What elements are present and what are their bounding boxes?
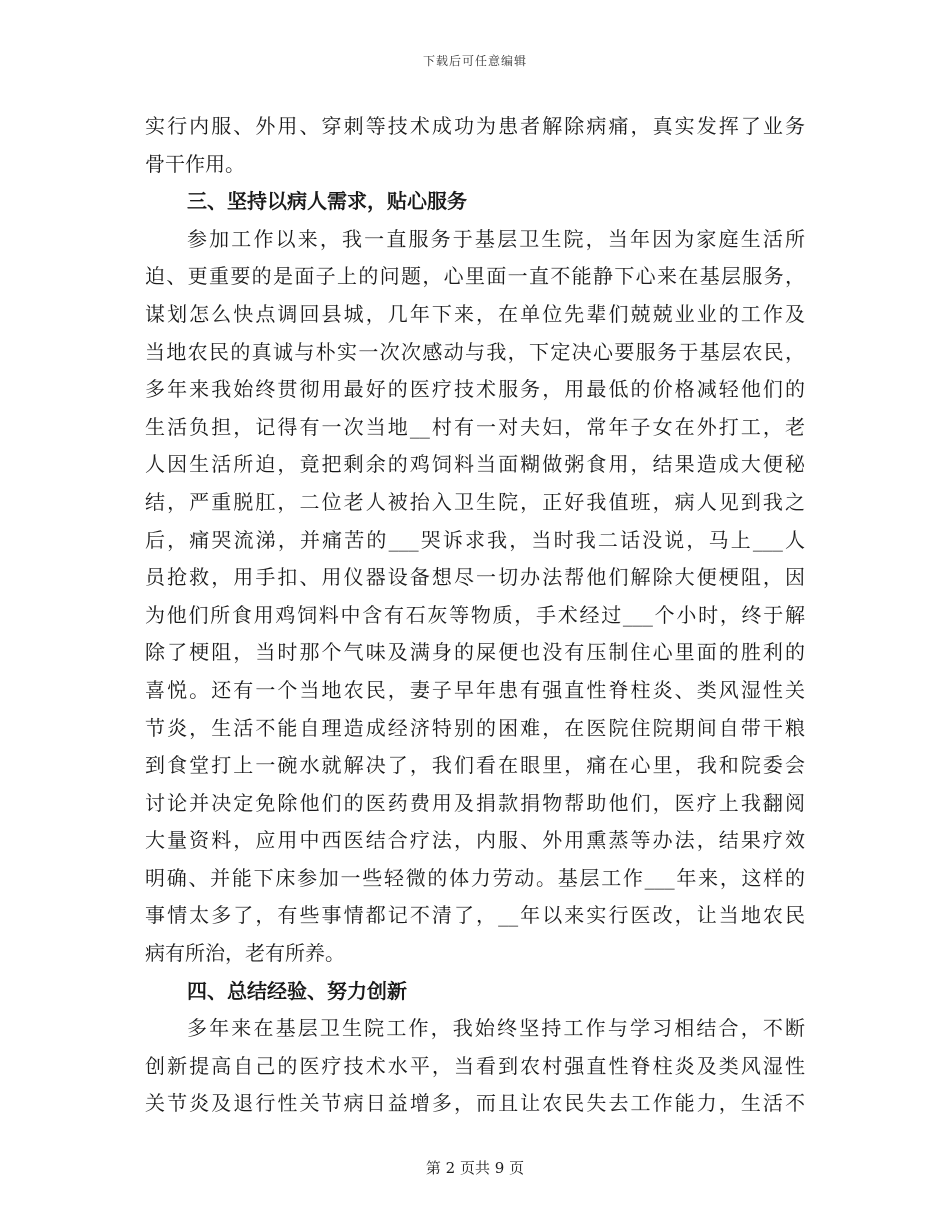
body-line: 大量资料，应用中西医结合疗法，内服、外用熏蒸等办法，结果疗效 xyxy=(145,828,805,853)
document-body xyxy=(145,108,805,1123)
body-line: 迫、更重要的是面子上的问题，心里面一直不能静下心来在基层服务， xyxy=(145,264,805,289)
body-line: 多年来在基层卫生院工作，我始终坚持工作与学习相结合，不断 xyxy=(187,1016,805,1041)
body-line: 为他们所食用鸡饲料中含有石灰等物质，手术经过___个小时，终于解 xyxy=(145,602,805,627)
section-heading-3: 三、坚持以病人需求，贴心服务 xyxy=(187,189,467,214)
page-header: 下载后可任意编辑 xyxy=(422,54,527,68)
body-line: 多年来我始终贯彻用最好的医疗技术服务，用最低的价格减轻他们的 xyxy=(145,377,805,402)
body-line: 当地农民的真诚与朴实一次次感动与我，下定决心要服务于基层农民， xyxy=(145,339,805,364)
body-line: 喜悦。还有一个当地农民，妻子早年患有强直性脊柱炎、类风湿性关 xyxy=(145,677,805,702)
body-line: 后，痛哭流涕，并痛苦的___哭诉求我，当时我二话没说，马上___人 xyxy=(145,527,805,552)
body-line: 病有所治，老有所养。 xyxy=(145,941,345,966)
body-line: 明确、并能下床参加一些轻微的体力劳动。基层工作___年来，这样的 xyxy=(145,865,805,890)
body-line: 创新提高自己的医疗技术水平，当看到农村强直性脊柱炎及类风湿性 xyxy=(145,1053,805,1078)
page-number: 第 2 页共 9 页 xyxy=(425,1159,525,1177)
body-line: 节炎，生活不能自理造成经济特别的困难，在医院住院期间自带干粮 xyxy=(145,715,805,740)
body-line: 员抢救，用手扣、用仪器设备想尽一切办法帮他们解除大便梗阻，因 xyxy=(145,565,805,590)
body-line: 讨论并决定免除他们的医药费用及捐款捐物帮助他们，医疗上我翻阅 xyxy=(145,790,805,815)
body-line: 骨干作用。 xyxy=(145,151,245,176)
body-line: 人因生活所迫，竟把剩余的鸡饲料当面糊做粥食用，结果造成大便秘 xyxy=(145,452,805,477)
body-line: 除了梗阻，当时那个气味及满身的屎便也没有压制住心里面的胜利的 xyxy=(145,640,805,665)
section-heading-4: 四、总结经验、努力创新 xyxy=(187,978,407,1003)
body-line: 实行内服、外用、穿刺等技术成功为患者解除病痛，真实发挥了业务 xyxy=(145,114,805,138)
body-line: 结，严重脱肛，二位老人被抬入卫生院，正好我值班，病人见到我之 xyxy=(145,489,805,514)
body-line: 到食堂打上一碗水就解决了，我们看在眼里，痛在心里，我和院委会 xyxy=(145,753,805,778)
body-line: 生活负担，记得有一次当地__村有一对夫妇，常年子女在外打工，老 xyxy=(145,414,805,439)
body-line: 谋划怎么快点调回县城，几年下来，在单位先辈们兢兢业业的工作及 xyxy=(145,301,805,326)
body-line: 关节炎及退行性关节病日益增多，而且让农民失去工作能力，生活不 xyxy=(145,1091,805,1116)
body-line: 事情太多了，有些事情都记不清了，__年以来实行医改，让当地农民 xyxy=(145,903,805,928)
body-line: 参加工作以来，我一直服务于基层卫生院，当年因为家庭生活所 xyxy=(187,226,805,251)
